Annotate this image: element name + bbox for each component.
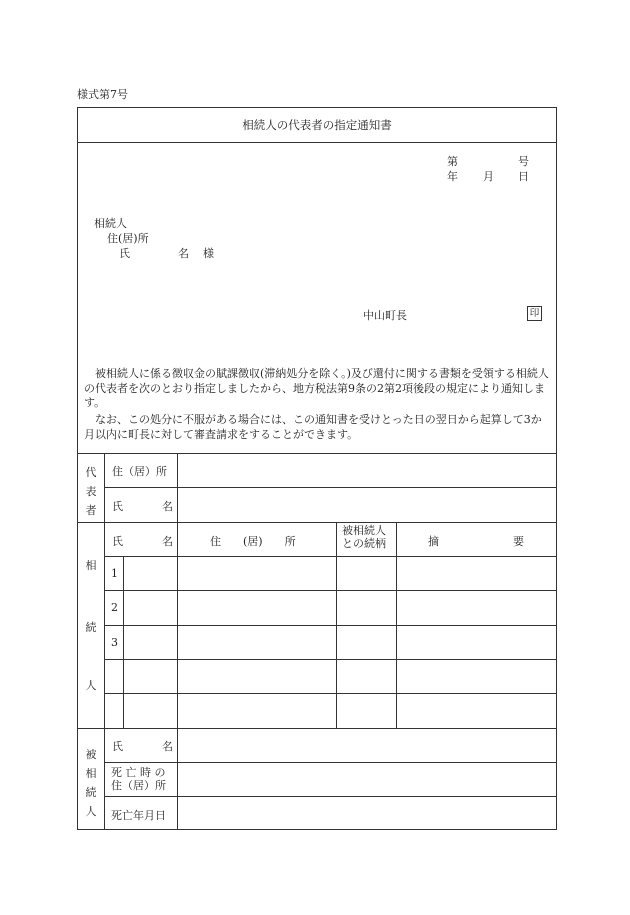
divider [104, 659, 556, 660]
divider [123, 556, 124, 728]
heirs-col-name-1: 氏 [112, 535, 123, 548]
deceased-name-label-2: 名 [162, 740, 173, 753]
deceased-name-field[interactable] [178, 729, 555, 761]
body-paragraph-2: なお、この処分に不服がある場合には、この通知書を受けとった日の翌日から起算して3か月以内に町長に対して審査請求をすることができます。 [84, 413, 542, 441]
deceased-section-label: 被 相 続 人 [85, 748, 97, 818]
addressee-name-shi: 氏 [119, 247, 130, 260]
heir-row-number: 1 [111, 567, 118, 580]
form-number: 様式第7号 [77, 88, 128, 101]
deceased-death-date-label: 死亡年月日 [111, 809, 166, 822]
deceased-address-label: 死 亡 時 の 住（居）所 [111, 766, 166, 792]
heirs-col-relation: 被相続人 との続柄 [342, 524, 386, 550]
representative-section-label: 代 表 者 [85, 466, 97, 517]
heir-row-number: 2 [111, 601, 118, 614]
date-month: 月 [483, 170, 494, 183]
representative-address-label: 住（居）所 [112, 465, 167, 478]
representative-name-label-1: 氏 [112, 500, 123, 513]
number-suffix: 号 [518, 155, 529, 168]
addressee-address: 住(居)所 [107, 232, 149, 245]
notice-form: 相続人の代表者の指定通知書 第 号 年 月 日 相続人 住(居)所 氏 名 様 中山町長 印 被相続人に係る徴収金の賦課徴収(滞納処分を除く。)及び還付に関する書類を受領する相続人の代表者を次のとおり指定しましたから、地方税法第9条の2第2項後段の規定により通知します。 なお、この処分に不服がある場合には、この通知書を受けとった日の翌日から起算して3か月以内に町長に対して審査請求をすることができます。 代 表 者 住（居）所 氏 名 相 続 人 氏 名 住 (居) 所 被相続人 との続柄 摘 要 1 2 3 被 相 続 人 氏 名 死 亡 時 の 住（居）所 死亡年月日 [77, 107, 557, 830]
heirs-col-remarks-1: 摘 [428, 535, 439, 548]
heirs-col-address: 住 (居) 所 [210, 535, 296, 548]
divider [104, 625, 556, 626]
addressee-name-mei: 名 [178, 247, 189, 260]
number-prefix: 第 [447, 155, 458, 168]
representative-name-label-2: 名 [162, 500, 173, 513]
divider [336, 522, 337, 728]
date-day: 日 [518, 170, 529, 183]
divider [104, 693, 556, 694]
official-seal: 印 [527, 306, 542, 321]
representative-address-field[interactable] [178, 454, 555, 487]
date-year: 年 [447, 170, 458, 183]
divider [78, 522, 556, 523]
divider [104, 453, 105, 829]
heirs-col-name-2: 名 [162, 535, 173, 548]
heirs-col-remarks-2: 要 [513, 535, 524, 548]
issuer-title: 中山町長 [363, 309, 407, 322]
deceased-address-field[interactable] [178, 763, 555, 795]
deceased-death-date-field[interactable] [178, 797, 555, 828]
addressee-label: 相続人 [94, 217, 127, 230]
representative-name-field[interactable] [178, 488, 555, 521]
divider [104, 556, 556, 557]
body-paragraph-1: 被相続人に係る徴収金の賦課徴収(滞納処分を除く。)及び還付に関する書類を受領する相続人の代表者を次のとおり指定しましたから、地方税法第9条の2第2項後段の規定により通知します。 [84, 367, 549, 409]
addressee-honorific: 様 [203, 247, 214, 260]
divider [104, 590, 556, 591]
deceased-name-label-1: 氏 [112, 740, 123, 753]
heir-row-number: 3 [111, 636, 118, 649]
document-title: 相続人の代表者の指定通知書 [78, 108, 556, 143]
divider [396, 522, 397, 728]
